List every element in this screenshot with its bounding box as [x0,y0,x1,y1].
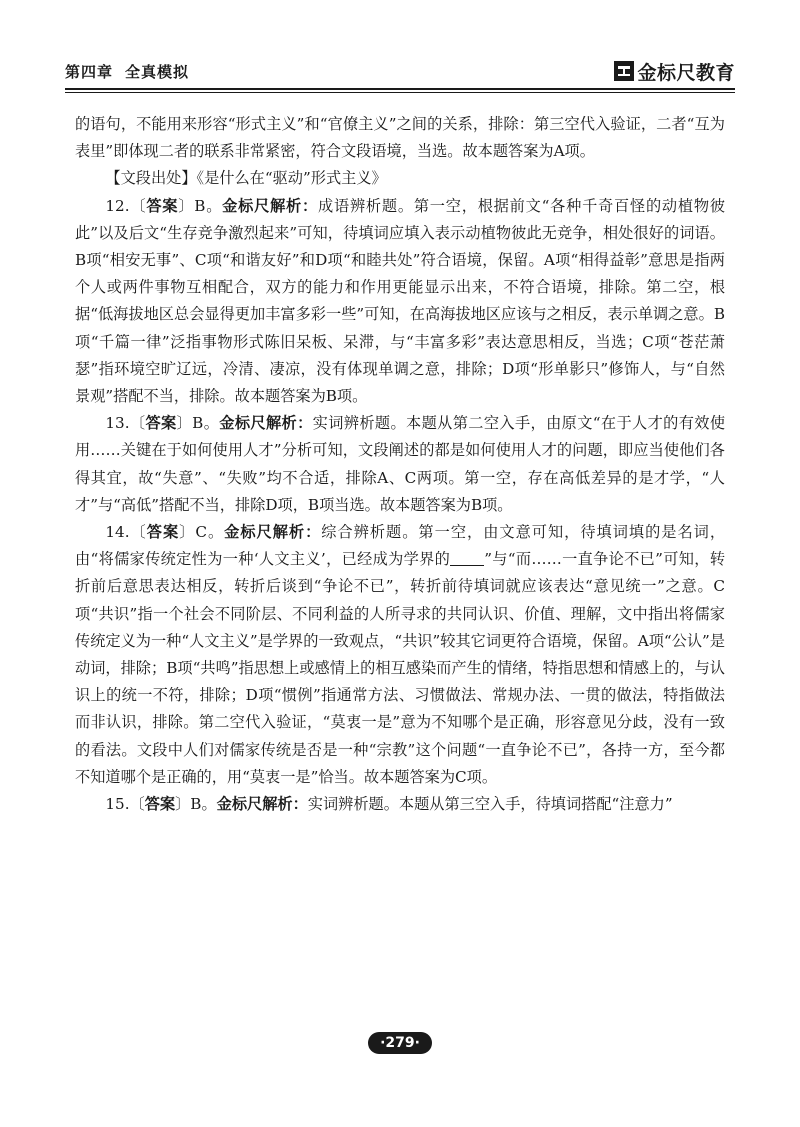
analysis-text: 成语辨析题。第一空，根据前文“各种千奇百怪的动植物彼此”以及后文“生存竞争激烈起来”可知，待填词应填入表示动植物彼此无竞争，相处很好的词语。B项“相安无事”、C项“和谐友好”和D项“和睦共处”符合语境，保留。A项“相得益彰”意思是指两个人或两件事物互相配合，双方的能力和作用更能显示出来，不符合语境，排除。第二空，根据“低海拔地区总会显得更加丰富多彩一些”可知，在高海拔地区应该与之相反，表示单调之意。B项“千篇一律”泛指事物形式陈旧呆板、呆滞，与“丰富多彩”表达意思相反，当选；C项“苍茫萧瑟”指环境空旷辽远，冷清、凄凉，没有体现单调之意，排除；D项“形单影只”修饰人，与“自然景观”搭配不当，排除。故本题答案为B项。 [75,196,726,406]
answer-value: B。 [192,414,220,433]
answer-bracket-close: 〕 [175,795,191,814]
analysis-label: 金标尺解析： [224,523,322,542]
answer-label: 答案 [146,196,179,215]
header-rule-thin [65,92,735,93]
page-header [65,56,735,86]
answer-bracket-open: 〔 [129,414,146,433]
section-title: 全真模拟 [125,62,190,81]
answer-bracket-close: 〕 [176,414,193,433]
question-12 [75,193,725,411]
analysis-text-part-2: ”与“而……一直争论不已”可知，转折前后意思表达相反，转折后谈到“争论不已”，转折前待填词就应该表达“意见统一”之意。C项“共识”指一个社会不同阶层、不同利益的人所寻求的共同认识、价值、理解，文中指出将儒家传统定义为一种“人文主义”是学界的一致观点，“共识”较其它词更符合语境，保留。A项“公认”是动词，排除；B项“共鸣”指思想上或感情上的相互感染而产生的情绪，特指思想和情感上的，与认识上的统一不符，排除；D项“惯例”指通常方法、习惯做法、常规办法、一贯的做法，特指做法而非认识，排除。第二空代入验证，“莫衷一是”意为不知哪个是正确，形容意见分歧，没有一致的看法。文段中人们对儒家传统是否是一种“宗教”这个问题“一直争论不已”，各持一方，至今都不知道哪个是正确的，用“莫衷一是”恰当。故本题答案为C项。 [75,550,726,786]
brand-name: 金标尺教育 [637,61,735,84]
page-body [75,111,725,818]
answer-bracket-open: 〔 [129,523,147,542]
answer-value: B。 [194,196,223,215]
answer-label: 答案 [146,523,180,542]
question-15 [75,791,725,818]
question-number: 13. [105,414,130,433]
answer-bracket-open: 〔 [129,795,145,814]
page-number [355,1028,445,1058]
source-citation: 【文段出处】《是什么在“驱动”形式主义》 [105,169,387,188]
header-rule-thick [65,88,735,90]
brand-ruler-icon [614,61,634,81]
chapter-title [65,61,201,82]
analysis-label: 金标尺解析： [222,196,318,215]
answer-label: 答案 [145,414,177,433]
answer-label: 答案 [144,795,176,814]
answer-bracket-close: 〕 [179,523,196,542]
chapter-number: 第四章 [65,62,114,81]
answer-bracket-close: 〕 [178,196,195,215]
answer-value: C。 [195,523,225,542]
fill-blank [450,550,484,566]
paragraph-continuation: 的语句，不能用来形容“形式主义”和“官僚主义”之间的关系，排除：第三空代入验证，二者“互为表里”即体现二者的联系非常紧密，符合文段语境，当选。故本题答案为A项。 [75,115,725,161]
analysis-text: 实词辨析题。本题从第二空入手，由原文“在于人才的有效使用……关键在于如何使用人才”分析可知，文段阐述的都是如何使用人才的问题，即应当使他们各得其宜，故“失意”、“失败”均不合适，排除A、C两项。第一空，存在高低差异的是才学，“人才”与“高低”搭配不当，排除D项，B项当选。故本题答案为B项。 [75,414,726,514]
question-14 [75,519,725,791]
brand-logo [614,58,735,85]
analysis-label: 金标尺解析： [216,795,308,814]
analysis-text: 实词辨析题。本题从第三空入手，待填词搭配“注意力” [307,795,673,814]
answer-bracket-open: 〔 [129,196,147,215]
analysis-label: 金标尺解析： [219,414,313,433]
page-number-label: ·279· [368,1032,432,1054]
question-number: 15. [105,795,130,814]
analysis-text-part-1: 综合辨析题。第一空，由文意可知，待填词填的是名词，由“将儒家传统定性为一种‘人文主义’，已经成为学界的 [75,523,726,569]
question-13 [75,410,725,519]
question-number: 14. [105,523,130,542]
question-number: 12. [105,196,130,215]
answer-value: B。 [190,795,217,814]
